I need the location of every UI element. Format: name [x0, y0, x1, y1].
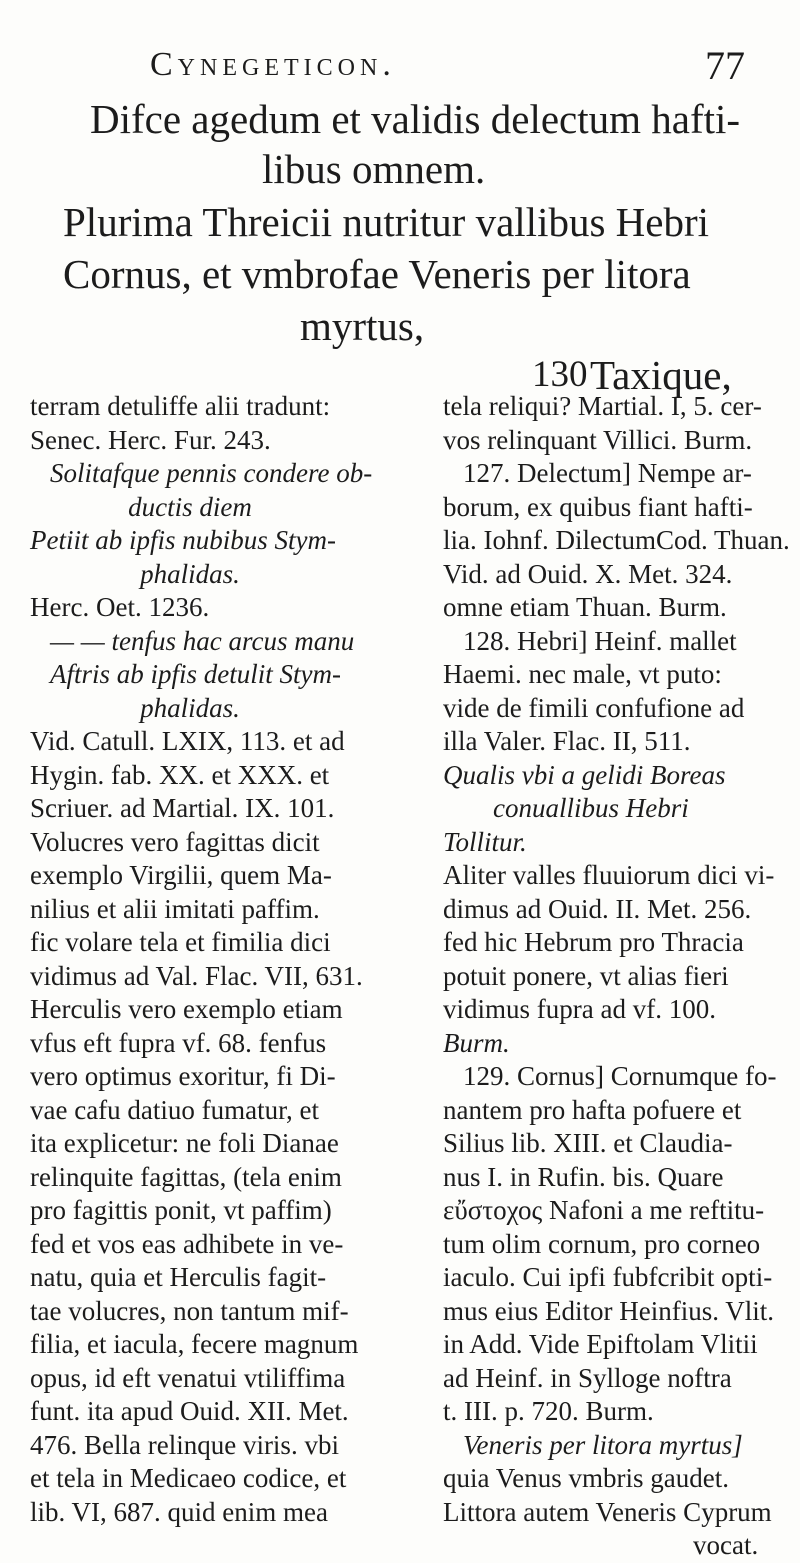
- verse-line: myrtus,: [300, 303, 425, 349]
- note-line: nus I. in Rufin. bis. Quare: [443, 1161, 724, 1192]
- note-line: Vid. Catull. LXIX, 113. et ad: [30, 726, 345, 756]
- note-line: et tela in Medicaeo codice, et: [30, 1463, 347, 1493]
- note-line: Hygin. fab. XX. et XXX. et: [30, 759, 330, 790]
- note-line: conuallibus Hebri: [493, 793, 689, 823]
- running-title: Cynegeticon.: [150, 46, 396, 83]
- note-line: Vid. ad Ouid. X. Met. 324.: [443, 558, 733, 589]
- note-line: Solitafque pennis condere ob-: [50, 458, 373, 488]
- note-line: Herculis vero exemplo etiam: [30, 994, 343, 1024]
- verse-line: Taxique,: [590, 352, 732, 398]
- note-line: vero optimus exoritur, fi Di-: [30, 1061, 336, 1091]
- note-line: ductis diem: [128, 491, 252, 522]
- note-line: ad Heinf. in Sylloge noftra: [443, 1362, 732, 1393]
- note-line: Herc. Oet. 1236.: [30, 592, 210, 622]
- note-line: — — tenfus hac arcus manu: [50, 625, 355, 656]
- note-line: 476. Bella relinque viris. vbi: [30, 1429, 339, 1460]
- note-line: vae cafu datiuo fumatur, et: [30, 1094, 320, 1125]
- note-line: Aliter valles fluuiorum dici vi-: [443, 860, 775, 890]
- note-line: Burm.: [443, 1027, 510, 1058]
- notes-right-column: [443, 390, 790, 1563]
- note-line: tum olim cornum, pro corneo: [443, 1228, 761, 1259]
- note-line: lib. VI, 687. quid enim mea: [30, 1496, 328, 1527]
- note-line: 128. Hebri] Heinf. mallet: [463, 625, 737, 656]
- note-line: ita explicetur: ne foli Dianae: [30, 1128, 339, 1158]
- note-line: 129. Cornus] Cornumque fo-: [463, 1061, 777, 1091]
- note-line: Tollitur.: [443, 826, 527, 857]
- verse-line: libus omnem.: [262, 146, 486, 192]
- note-line: t. III. p. 720. Burm.: [443, 1396, 654, 1426]
- note-line: fed hic Hebrum pro Thracia: [443, 927, 744, 957]
- note-line: illa Valer. Flac. II, 511.: [443, 726, 691, 756]
- note-line: quia Venus vmbris gaudet.: [443, 1463, 729, 1493]
- note-line: Haemi. nec male, vt puto:: [443, 659, 722, 689]
- note-line: Littora autem Veneris Cyprum: [443, 1496, 772, 1527]
- note-line: tela reliqui? Martial. I, 5. cer-: [443, 391, 762, 421]
- note-line: tae volucres, non tantum mif-: [30, 1295, 349, 1326]
- note-line: phalidas.: [140, 558, 240, 589]
- verse-line: Difce agedum et validis delectum hafti-: [90, 96, 741, 142]
- notes-left-column: [30, 390, 373, 1529]
- note-line: iaculo. Cui ipfi fubfcribit opti-: [443, 1262, 773, 1292]
- note-line: terram detuliffe alii tradunt:: [30, 391, 331, 421]
- note-line: borum, ex quibus fiant hafti-: [443, 491, 753, 522]
- note-line: εὔστοχος Nafoni a me reftitu-: [443, 1195, 765, 1225]
- note-line: in Add. Vide Epiftolam Vlitii: [443, 1329, 758, 1359]
- note-line: potuit ponere, vt alias fieri: [443, 960, 729, 991]
- running-head: [0, 28, 800, 88]
- note-line: exemplo Virgilii, quem Ma-: [30, 860, 332, 890]
- note-line: filia, et iacula, fecere magnum: [30, 1329, 359, 1359]
- note-line: Veneris per litora myrtus]: [463, 1429, 743, 1460]
- page-number: 77: [705, 43, 745, 88]
- note-line: Scriuer. ad Martial. IX. 101.: [30, 793, 335, 823]
- note-line: natu, quia et Herculis fagit-: [30, 1262, 327, 1292]
- note-line: pro fagittis ponit, vt paffim): [30, 1195, 332, 1225]
- note-line: lia. Iohnf. DilectumCod. Thuan.: [443, 525, 790, 555]
- note-line: omne etiam Thuan. Burm.: [443, 592, 727, 622]
- note-line: nantem pro hafta pofuere et: [443, 1094, 742, 1125]
- note-line: vfus eft fupra vf. 68. fenfus: [30, 1027, 327, 1058]
- note-line: Volucres vero fagittas dicit: [30, 826, 320, 857]
- note-line: fic volare tela et fimilia dici: [30, 927, 331, 957]
- note-line: Aftris ab ipfis detulit Stym-: [50, 659, 341, 689]
- note-line: relinquite fagittas, (tela enim: [30, 1161, 342, 1192]
- note-line: phalidas.: [140, 692, 240, 723]
- note-line: funt. ita apud Ouid. XII. Met.: [30, 1396, 349, 1426]
- note-line: vide de fimili confufione ad: [443, 692, 745, 723]
- note-line: Petiit ab ipfis nubibus Stym-: [30, 525, 336, 555]
- note-line: Senec. Herc. Fur. 243.: [30, 424, 271, 455]
- note-line: Qualis vbi a gelidi Boreas: [443, 759, 726, 790]
- note-line: vocat.: [693, 1530, 759, 1560]
- note-line: vidimus fupra ad vf. 100.: [443, 994, 716, 1024]
- verse-line: Cornus, et vmbrofae Veneris per litora: [63, 251, 691, 297]
- note-line: fed et vos eas adhibete in ve-: [30, 1228, 344, 1259]
- note-line: Silius lib. XIII. et Claudia-: [443, 1128, 733, 1158]
- verse-number: 130: [532, 354, 588, 395]
- note-line: opus, id eft venatui vtiliffima: [30, 1362, 346, 1393]
- note-line: mus eius Editor Heinfius. Vlit.: [443, 1295, 774, 1326]
- verse-line: Plurima Threicii nutritur vallibus Hebri: [63, 199, 710, 245]
- note-line: dimus ad Ouid. II. Met. 256.: [443, 893, 752, 924]
- note-line: vidimus ad Val. Flac. VII, 631.: [30, 960, 363, 991]
- note-line: 127. Delectum] Nempe ar-: [463, 458, 752, 488]
- note-line: vos relinquant Villici. Burm.: [443, 424, 753, 455]
- note-line: nilius et alii imitati paffim.: [30, 893, 320, 924]
